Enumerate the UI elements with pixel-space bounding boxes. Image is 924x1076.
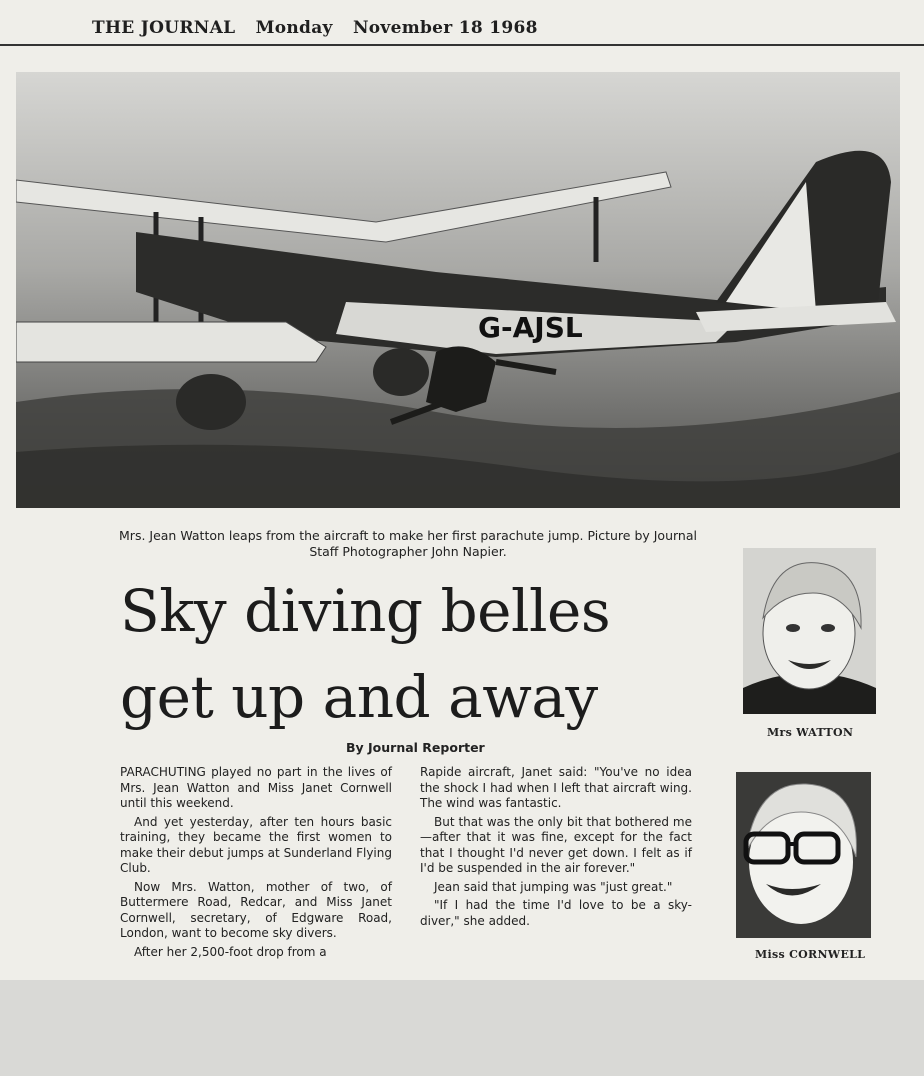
- masthead-rule: [0, 44, 924, 46]
- paragraph: But that was the only bit that bothered me—after that it was fine, except for the fact that I thought I'd never get down. I felt as if I'd be suspended in the air forever.": [420, 814, 692, 875]
- masthead: [92, 18, 552, 38]
- paragraph: Rapide aircraft, Janet said: "You've no idea the shock I had when I left that aircraft wing. The wind was fantastic.: [420, 765, 692, 810]
- headline-line-1: Sky diving belles: [120, 577, 611, 645]
- masthead-date: November 18 1968: [352, 18, 538, 38]
- headline-line-2: get up and away: [120, 663, 598, 731]
- paragraph: And yet yesterday, after ten hours basic training, they became the first women to make their debut jumps at Sunderland Flying Club.: [120, 814, 392, 875]
- portrait-cornwell: [736, 772, 871, 938]
- byline: By Journal Reporter: [346, 740, 485, 755]
- masthead-day: Monday: [255, 18, 333, 38]
- masthead-paper-name: THE JOURNAL: [92, 18, 236, 38]
- paragraph: PARACHUTING played no part in the lives of Mrs. Jean Watton and Miss Janet Cornwell until this weekend.: [120, 765, 392, 810]
- aircraft-registration: G-AJSL: [478, 311, 583, 344]
- portrait-cornwell-image: [736, 772, 871, 938]
- biplane-photo: [16, 72, 900, 508]
- article-column-1: [120, 765, 392, 963]
- portrait-label-cornwell: Miss CORNWELL: [755, 948, 866, 961]
- portrait-watton-image: [743, 548, 876, 714]
- paragraph: "If I had the time I'd love to be a sky-diver," she added.: [420, 898, 692, 928]
- headline: [120, 568, 720, 740]
- paragraph: Jean said that jumping was "just great.": [434, 879, 673, 894]
- paragraph: Now Mrs. Watton, mother of two, of Buttermere Road, Redcar, and Miss Janet Cornwell, secretary, of Edgware Road, London, want to become sky divers.: [120, 879, 392, 940]
- portrait-label-watton: Mrs WATTON: [767, 726, 854, 739]
- article-column-2: [420, 765, 692, 932]
- photo-caption: Mrs. Jean Watton leaps from the aircraft to make her first parachute jump. Picture by Journal Staff Photographer John Napier.: [119, 528, 697, 559]
- paragraph: After her 2,500-foot drop from a: [134, 944, 327, 959]
- portrait-watton: [743, 548, 876, 714]
- biplane-illustration: [16, 72, 900, 508]
